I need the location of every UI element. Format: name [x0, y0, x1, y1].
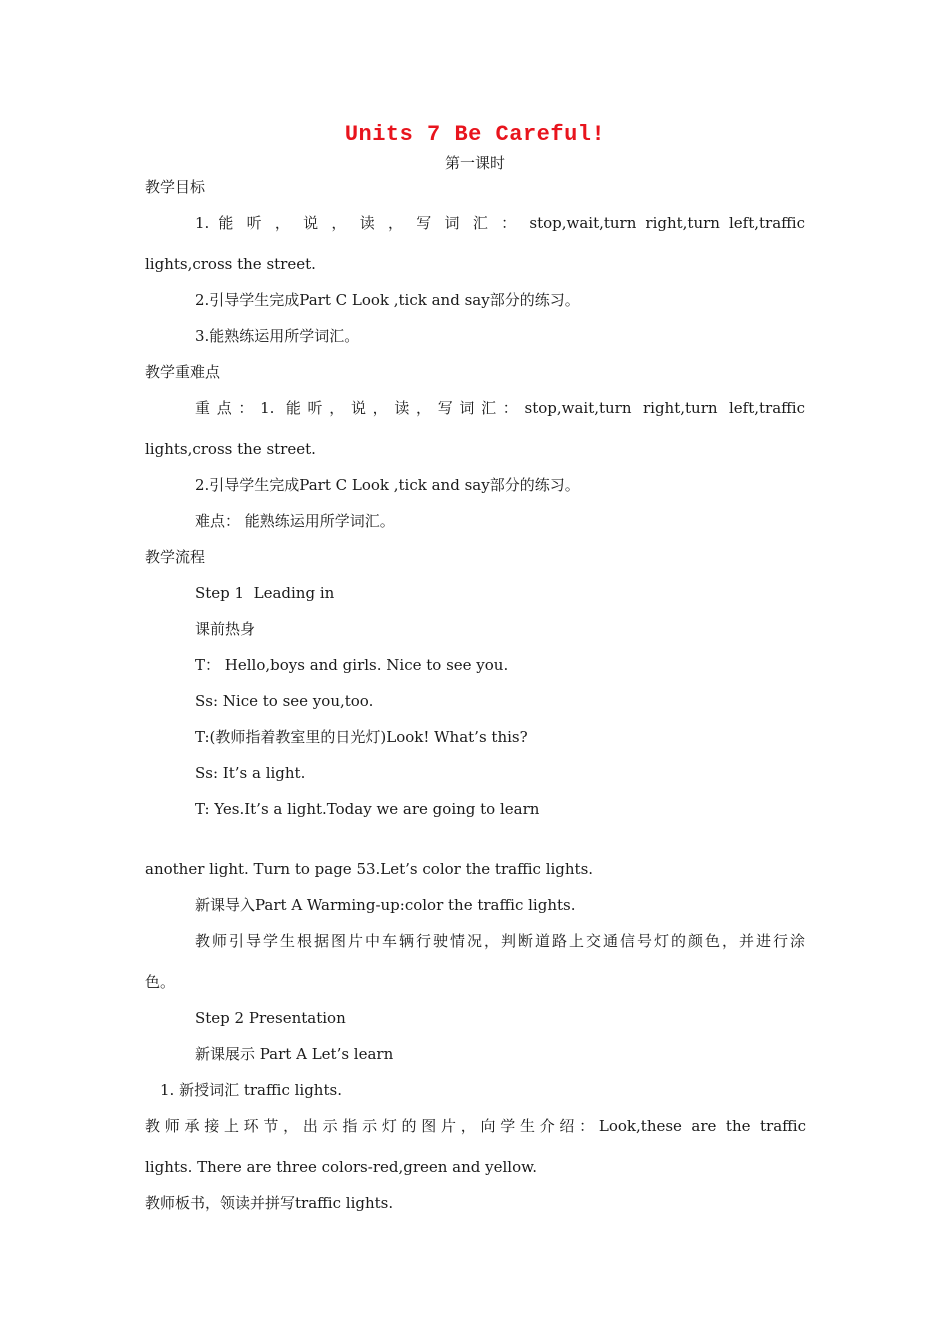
section-heading-objectives: 教学目标	[145, 178, 206, 196]
warm-up-label: 课前热身	[195, 620, 256, 638]
teacher-intro: 教师承接上环节，出示指示灯的图片，向学生介绍：Look,these are the traffic	[145, 1117, 806, 1135]
dialogue-line-3: T:(教师指着教室里的日光灯)Look! What’s this?	[195, 728, 528, 746]
presentation-label: 新课展示 Part A Let’s learn	[195, 1045, 394, 1063]
activity-description: 教师引导学生根据图片中车辆行驶情况，判断道路上交通信号灯的颜色，并进行涂	[195, 932, 805, 950]
key-point-1: 重点：1. 能听，说，读，写词汇：stop,wait,turn right,turn left,traffic	[195, 399, 805, 417]
new-vocab-item: 1. 新授词汇 traffic lights.	[160, 1081, 342, 1099]
dialogue-line-2: Ss: Nice to see you,too.	[195, 692, 374, 710]
lead-in-line: 新课导入Part A Warming-up:color the traffic lights.	[195, 896, 576, 914]
objective-2: 2.引导学生完成Part C Look ,tick and say部分的练习。	[195, 291, 580, 309]
objective-1: 1. 能 听 ， 说 ， 读 ， 写 词 汇 ： stop,wait,turn right,turn left,traffic	[195, 214, 805, 232]
dialogue-line-5: T: Yes.It’s a light.Today we are going to learn	[195, 800, 540, 818]
objective-3: 3.能熟练运用所学词汇。	[195, 327, 360, 345]
difficult-point: 难点： 能熟练运用所学词汇。	[195, 512, 395, 530]
document-title: Units 7 Be Careful!	[344, 122, 606, 147]
lesson-subtitle: 第一课时	[444, 154, 505, 172]
objective-1-cont: lights,cross the street.	[145, 255, 316, 273]
dialogue-line-5-cont: another light. Turn to page 53.Let’s color the traffic lights.	[145, 860, 594, 878]
key-point-2: 2.引导学生完成Part C Look ,tick and say部分的练习。	[195, 476, 580, 494]
board-writing-line: 教师板书，领读并拼写traffic lights.	[145, 1194, 394, 1212]
dialogue-line-4: Ss: It’s a light.	[195, 764, 306, 782]
section-heading-key-points: 教学重难点	[145, 363, 221, 381]
step-2-heading: Step 2 Presentation	[195, 1009, 346, 1027]
key-point-1-cont: lights,cross the street.	[145, 440, 316, 458]
dialogue-line-1: T： Hello,boys and girls. Nice to see you.	[195, 656, 509, 674]
teacher-intro-cont: lights. There are three colors-red,green and yellow.	[145, 1158, 537, 1176]
step-1-heading: Step 1 Leading in	[195, 584, 335, 602]
section-heading-procedure: 教学流程	[145, 548, 206, 566]
activity-description-cont: 色。	[145, 973, 176, 991]
